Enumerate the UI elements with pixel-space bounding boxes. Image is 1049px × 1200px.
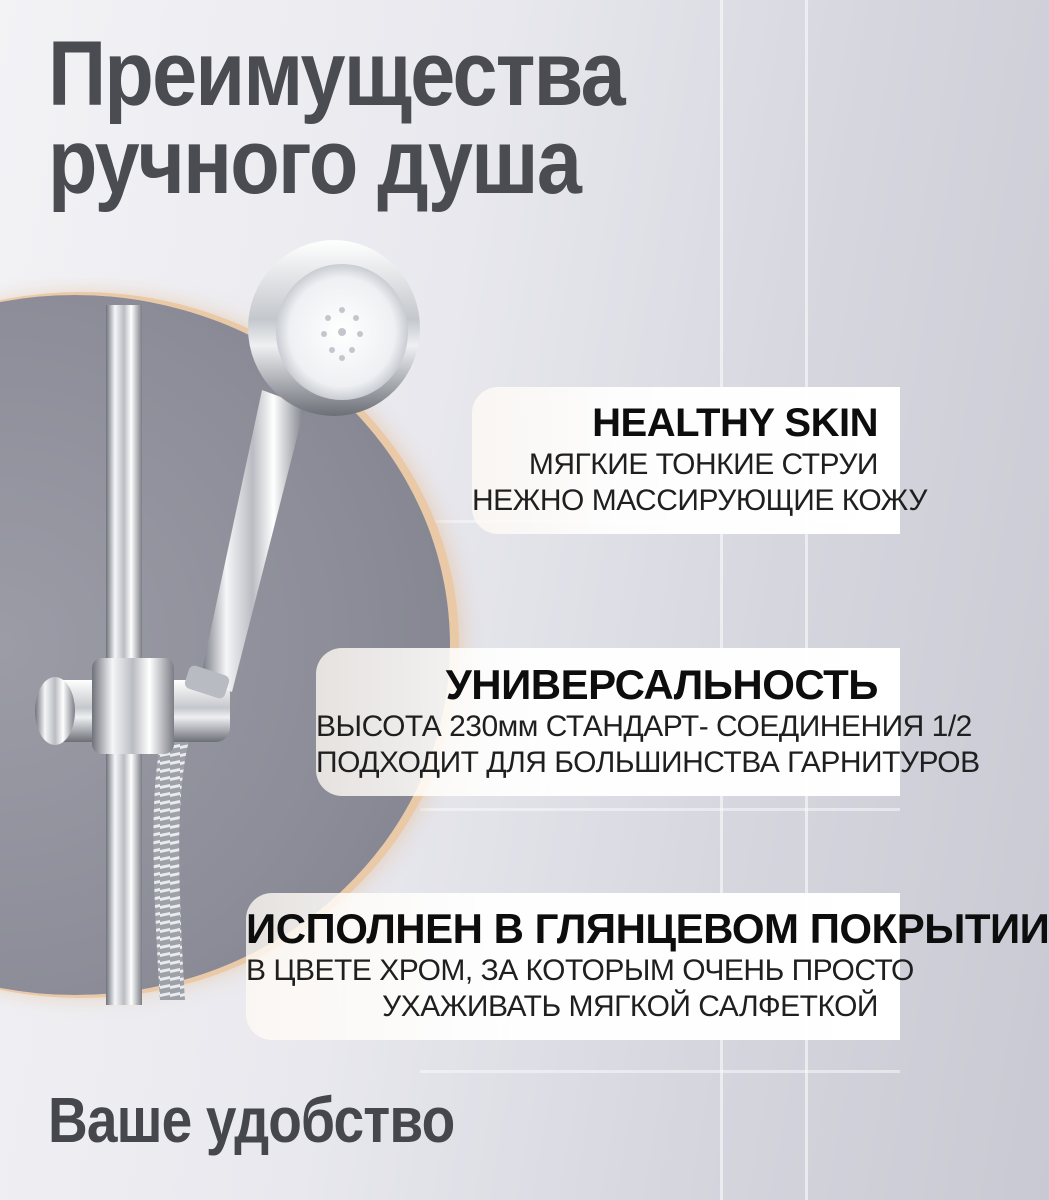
feature-card-glossy-finish: [246, 893, 1049, 1040]
feature-title: УНИВЕРСАЛЬНОСТЬ: [445, 661, 878, 708]
feature-card-universality: [316, 648, 980, 796]
headline: [48, 23, 624, 213]
feature-text-line: УХАЖИВАТЬ МЯГКОЙ САЛФЕТКОЙ: [382, 990, 878, 1023]
feature-text-line: МЯГКИЕ ТОНКИЕ СТРУИ: [528, 448, 878, 481]
headline-line-2: ручного душа: [48, 111, 581, 213]
feature-text-line: В ЦВЕТЕ ХРОМ, ЗА КОТОРЫМ ОЧЕНЬ ПРОСТО: [246, 954, 914, 987]
feature-text-line: НЕЖНО МАССИРУЮЩИЕ КОЖУ: [472, 484, 927, 517]
feature-text-line: ВЫСОТА 230мм СТАНДАРТ- СОЕДИНЕНИЯ 1/2: [316, 710, 972, 743]
headline-line-1: Преимущества: [48, 23, 624, 125]
feature-card-healthy-skin: [472, 387, 927, 534]
feature-text-line: ПОДХОДИТ ДЛЯ БОЛЬШИНСТВА ГАРНИТУРОВ: [316, 746, 980, 779]
feature-title: HEALTHY SKIN: [592, 401, 878, 445]
feature-title: ИСПОЛНЕН В ГЛЯНЦЕВОМ ПОКРЫТИИ: [246, 905, 1049, 952]
tagline: Ваше удобство: [48, 1084, 455, 1156]
shower-head-icon: [0, 240, 480, 1000]
